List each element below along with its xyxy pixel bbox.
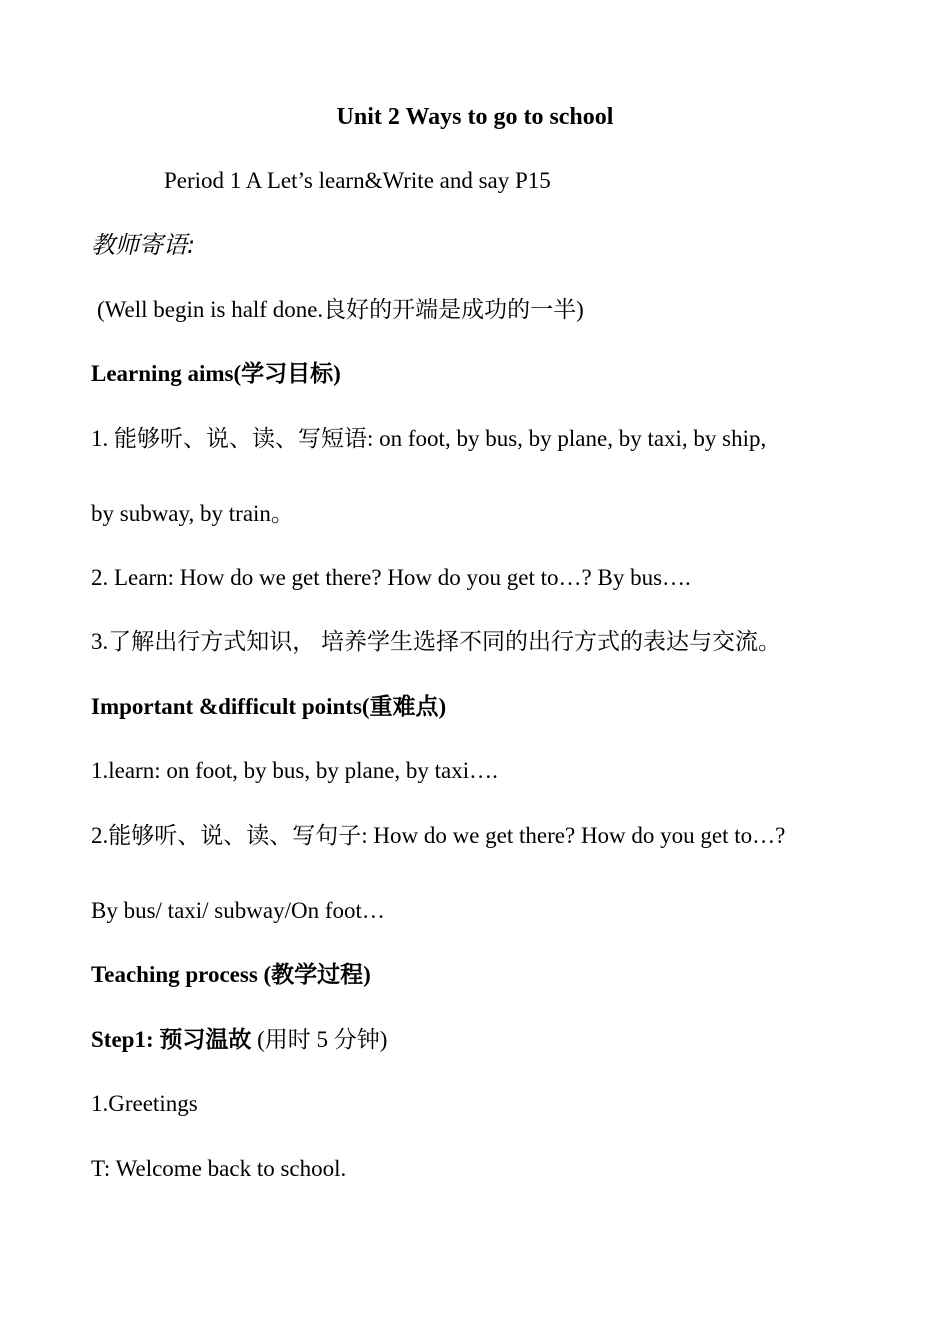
- step1-time: (用时 5 分钟): [251, 1027, 388, 1052]
- learning-aim-1: 1. 能够听、说、读、写短语: on foot, by bus, by plane, by taxi, by ship,: [91, 426, 767, 451]
- learning-aim-2: 2. Learn: How do we get there? How do you get to…? By bus….: [91, 565, 691, 590]
- learning-aims-heading: Learning aims(学习目标): [91, 361, 341, 386]
- important-point-2: 2.能够听、说、读、写句子: How do we get there? How do you get to…?: [91, 823, 786, 848]
- teaching-process-heading: Teaching process (教学过程): [91, 962, 371, 987]
- important-points-heading: Important &difficult points(重难点): [91, 694, 447, 719]
- period-line: Period 1 A Let’s learn&Write and say P15: [164, 168, 551, 193]
- teacher-welcome-line: T: Welcome back to school.: [91, 1156, 347, 1181]
- teacher-message: (Well begin is half done.良好的开端是成功的一半): [97, 297, 584, 322]
- document-title: Unit 2 Ways to go to school: [336, 104, 614, 130]
- step1-title: Step1: 预习温故: [91, 1027, 252, 1052]
- step1-line: [91, 1026, 387, 1054]
- learning-aim-1-cont: by subway, by train。: [91, 501, 294, 526]
- greetings-item: 1.Greetings: [91, 1091, 198, 1116]
- important-point-2-cont: By bus/ taxi/ subway/On foot…: [91, 898, 385, 923]
- important-point-1: 1.learn: on foot, by bus, by plane, by taxi….: [91, 758, 498, 783]
- learning-aim-3: 3.了解出行方式知识， 培养学生选择不同的出行方式的表达与交流。: [91, 629, 781, 654]
- teacher-message-label: 教师寄语:: [91, 231, 196, 259]
